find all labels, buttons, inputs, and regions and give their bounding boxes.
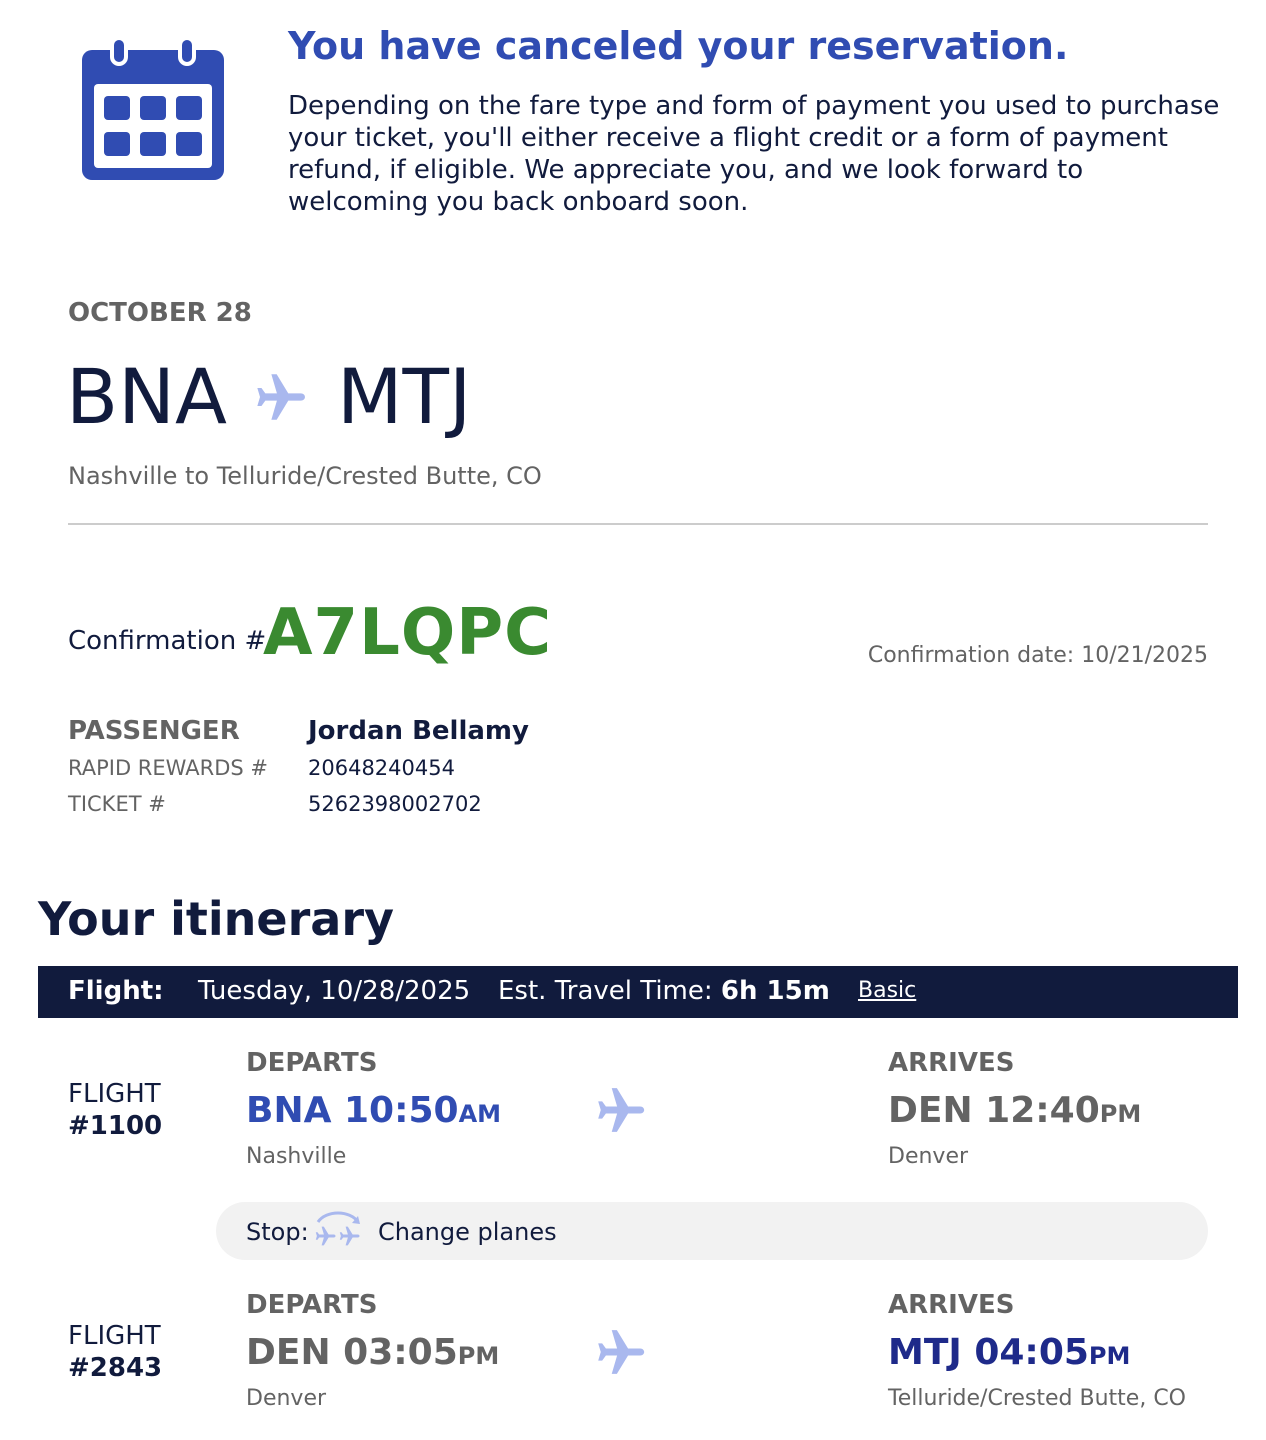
change-planes-icon: [312, 1208, 364, 1250]
confirmation-code: A7LQPC: [263, 596, 553, 670]
flight-label: [68, 1078, 162, 1142]
arrival-ampm: PM: [1099, 1100, 1142, 1128]
arrival-airport: DEN: [888, 1090, 973, 1131]
arrival-airport: MTJ: [888, 1332, 962, 1373]
passenger-name: Jordan Bellamy: [308, 716, 529, 746]
origin-airport: BNA: [66, 352, 227, 441]
flight-label-text: FLIGHT: [68, 1321, 161, 1351]
arrival-clock: 04:05: [974, 1332, 1089, 1373]
flight-bar-label: Flight:: [68, 976, 164, 1006]
departure-ampm: AM: [458, 1100, 502, 1128]
departure-city: Nashville: [246, 1144, 347, 1169]
itinerary-title: Your itinerary: [38, 892, 395, 946]
departure-time: [246, 1090, 501, 1131]
arrival-time: [888, 1332, 1130, 1373]
arrival-time: [888, 1090, 1141, 1131]
calendar-icon: [80, 36, 226, 182]
travel-time-value: 6h 15m: [720, 976, 830, 1006]
stop-label: Stop:: [246, 1218, 309, 1246]
rapid-rewards-number: 20648240454: [308, 756, 455, 780]
flight-bar-date: Tuesday, 10/28/2025: [198, 976, 471, 1006]
flight-summary-bar: [38, 966, 1238, 1018]
arrives-label: ARRIVES: [888, 1048, 1015, 1078]
airplane-icon: [594, 1324, 650, 1380]
flight-label-text: FLIGHT: [68, 1079, 161, 1109]
arrival-clock: 12:40: [985, 1090, 1100, 1131]
departure-ampm: PM: [457, 1342, 500, 1370]
travel-time: [498, 976, 830, 1006]
departure-clock: 10:50: [343, 1090, 459, 1131]
flight-number: #1100: [68, 1111, 163, 1141]
confirmation-label: Confirmation #: [68, 626, 267, 656]
confirmation-date: Confirmation date: 10/21/2025: [867, 643, 1208, 668]
destination-airport: MTJ: [336, 352, 472, 441]
stop-text: Change planes: [378, 1218, 557, 1246]
fare-type-link[interactable]: Basic: [858, 978, 917, 1003]
ticket-label: TICKET #: [68, 792, 166, 816]
departure-city: Denver: [246, 1386, 327, 1411]
flight-number: #2843: [68, 1353, 163, 1383]
divider: [68, 523, 1208, 525]
cancel-title: You have canceled your reservation.: [288, 24, 1069, 68]
travel-time-label: Est. Travel Time:: [498, 976, 713, 1006]
arrival-ampm: PM: [1088, 1342, 1131, 1370]
rapid-rewards-label: RAPID REWARDS #: [68, 756, 269, 780]
departure-time: [246, 1332, 499, 1373]
flight-label: [68, 1320, 162, 1384]
arrives-label: ARRIVES: [888, 1290, 1015, 1320]
arrival-city: Telluride/Crested Butte, CO: [888, 1386, 1186, 1411]
arrival-city: Denver: [888, 1144, 969, 1169]
route-header: [66, 352, 471, 442]
departure-clock: 03:05: [343, 1332, 458, 1373]
departure-airport: DEN: [246, 1332, 331, 1373]
passenger-label: PASSENGER: [68, 716, 240, 746]
route-description: Nashville to Telluride/Crested Butte, CO: [68, 462, 542, 490]
trip-date: OCTOBER 28: [68, 298, 252, 328]
stop-info: [216, 1202, 1208, 1260]
departure-airport: BNA: [246, 1090, 332, 1131]
departs-label: DEPARTS: [246, 1048, 378, 1078]
departs-label: DEPARTS: [246, 1290, 378, 1320]
airplane-icon: [594, 1082, 650, 1138]
airplane-icon: [253, 368, 311, 426]
ticket-number: 5262398002702: [308, 792, 482, 816]
cancel-message: Depending on the fare type and form of payment you used to purchase your ticket, you'll either receive a flight credit or a form of payment refund, if eligible. We appreciate you, and we look forward to welcoming you back onboard soon.: [288, 91, 1220, 217]
